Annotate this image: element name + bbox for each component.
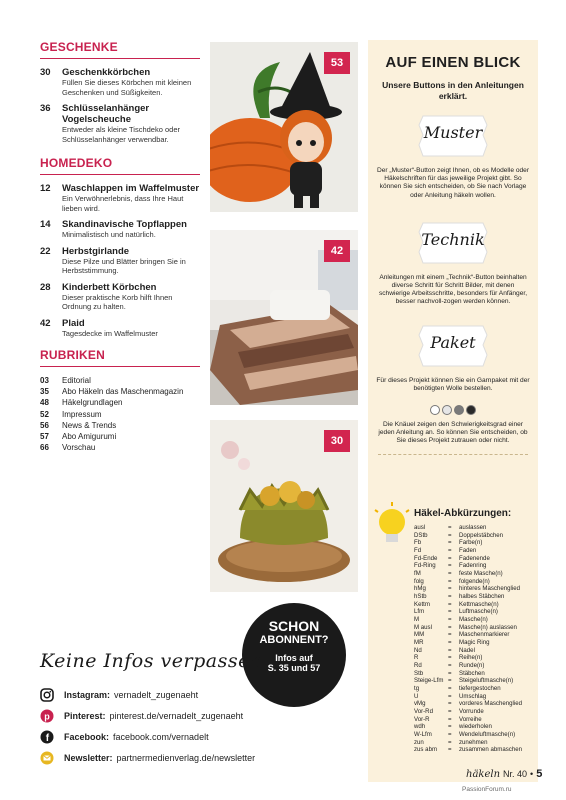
toc-entry-title: Waschlappen im Waffelmuster bbox=[62, 183, 200, 194]
equals-sign: = bbox=[448, 715, 452, 723]
abbreviation-row bbox=[414, 578, 534, 586]
technik-text: Anleitungen mit einem „Technik“-Button beinhalten diverse Schritt für Schritt Bilder, mit denen schwierige Arbeitsschritte, besonders für Anfänger, besser nachvoll-zogen werden können. bbox=[378, 273, 528, 306]
page-footer bbox=[466, 768, 542, 780]
toc-page-number: 42 bbox=[40, 317, 51, 329]
abbreviation-key: folg bbox=[414, 577, 424, 585]
facebook-icon[interactable] bbox=[40, 730, 54, 744]
social-label: Facebook: bbox=[64, 731, 110, 742]
equals-sign: = bbox=[448, 593, 452, 601]
section-title-rubriken: RUBRIKEN bbox=[40, 348, 105, 362]
rubrik-entry[interactable] bbox=[40, 386, 200, 397]
abbreviation-row bbox=[414, 616, 534, 624]
equals-sign: = bbox=[448, 616, 452, 624]
panel-subtitle: Unsere Buttons in den Anleitungen erklärt. bbox=[382, 80, 524, 101]
toc-entry-desc: Entweder als kleine Tischdeko oder Schlüsselanhänger verwendbar. bbox=[62, 125, 180, 144]
abbreviation-value: Fadenende bbox=[459, 554, 490, 562]
abbreviation-row bbox=[414, 539, 534, 547]
abbreviation-row bbox=[414, 624, 534, 632]
yarn-ball-icon bbox=[454, 405, 464, 415]
equals-sign: = bbox=[448, 524, 452, 531]
abbreviation-value: Faden bbox=[459, 547, 477, 555]
abbreviation-value: Runde(n) bbox=[459, 662, 485, 670]
abbreviation-row bbox=[414, 547, 534, 555]
rubrik-label: Abo Amigurumi bbox=[62, 432, 117, 442]
rubrik-page-number: 48 bbox=[40, 398, 49, 408]
abbreviation-key: fM bbox=[414, 570, 421, 578]
toc-entry[interactable] bbox=[40, 67, 200, 97]
toc-entry-title: Kinderbett Körbchen bbox=[62, 281, 157, 293]
abbreviation-value: halbes Stäbchen bbox=[459, 593, 505, 601]
rubrik-page-number: 52 bbox=[40, 409, 49, 419]
paket-text: Für dieses Projekt können Sie ein Garnpaket mit der benötigten Wolle bestellen. bbox=[376, 376, 530, 392]
abbreviation-value: feste Masche(n) bbox=[459, 570, 503, 578]
abbreviation-row bbox=[414, 562, 534, 570]
toc-entry-desc: Minimalistisch und natürlich. bbox=[62, 230, 156, 239]
abbreviation-row bbox=[414, 593, 534, 601]
abbreviation-value: wiederholen bbox=[459, 723, 492, 731]
social-link[interactable]: pinterest.de/vernadelt_zugenaeht bbox=[109, 710, 244, 721]
toc-entry[interactable] bbox=[40, 183, 200, 213]
abbreviation-row bbox=[414, 647, 534, 655]
toc-entry-title: Geschenkkörbchen bbox=[62, 67, 151, 78]
abbreviation-row bbox=[414, 739, 534, 747]
abbreviation-row bbox=[414, 585, 534, 593]
equals-sign: = bbox=[448, 623, 452, 631]
technik-badge bbox=[413, 218, 493, 268]
abbreviation-row bbox=[414, 708, 534, 716]
abbreviation-row bbox=[414, 670, 534, 678]
muster-text: Der „Muster“-Button zeigt Ihnen, ob es Modelle oder Häkelschriften für das jeweilige Projekt gibt. So können Sie sich entscheiden, ob Sie nach Vorlage oder Anleitung häkeln wollen. bbox=[376, 167, 530, 199]
toc-entry-desc: Tagesdecke im Waffelmuster bbox=[62, 328, 158, 338]
rubrik-entry[interactable] bbox=[40, 420, 200, 431]
rubrik-label: Vorschau bbox=[62, 443, 96, 453]
abbreviation-key: wdh bbox=[414, 723, 426, 731]
abbreviation-key: vMg bbox=[414, 700, 426, 708]
equals-sign: = bbox=[448, 547, 452, 555]
photo-gift-basket[interactable] bbox=[210, 420, 358, 592]
toc-entry-text bbox=[62, 67, 200, 97]
abbreviation-key: zun bbox=[414, 738, 424, 746]
toc-page-number: 14 bbox=[40, 219, 51, 230]
abbreviation-row bbox=[414, 723, 534, 731]
photo-plaid[interactable] bbox=[210, 230, 358, 405]
toc-entry-desc: Füllen Sie dieses Körbchen mit kleinen Geschenken und Süßigkeiten. bbox=[62, 78, 192, 97]
rubrik-entry[interactable] bbox=[40, 409, 200, 420]
equals-sign: = bbox=[448, 554, 452, 562]
rubrik-entry[interactable] bbox=[40, 442, 200, 453]
toc-entry[interactable] bbox=[40, 246, 200, 276]
toc-page-number: 12 bbox=[40, 183, 51, 194]
newsletter-icon[interactable] bbox=[40, 751, 54, 765]
abbreviation-value: auslassen bbox=[459, 524, 487, 531]
equals-sign: = bbox=[448, 692, 452, 700]
pinterest-icon[interactable] bbox=[40, 709, 54, 723]
abbreviation-row bbox=[414, 654, 534, 662]
abbreviation-key: Fb bbox=[414, 539, 422, 547]
toc-entry-desc: Ein Verwöhnerlebnis, dass Ihre Haut lieben wird. bbox=[62, 194, 184, 213]
abbreviation-value: zunehmen bbox=[459, 738, 488, 746]
toc-entry-text bbox=[62, 318, 200, 339]
equals-sign: = bbox=[448, 562, 452, 570]
toc-entry[interactable] bbox=[40, 318, 200, 339]
abo-line-3: Infos auf bbox=[275, 653, 313, 663]
abbreviation-row bbox=[414, 693, 534, 701]
abbreviation-key: Steige-Lfm bbox=[414, 677, 444, 685]
abbreviation-row bbox=[414, 677, 534, 685]
abbreviation-key: U bbox=[414, 692, 419, 700]
abbreviation-value: Maschenmarkierer bbox=[459, 631, 510, 639]
rubrik-label: News & Trends bbox=[62, 420, 117, 430]
equals-sign: = bbox=[448, 631, 452, 639]
abbreviation-key: Rd bbox=[414, 662, 422, 670]
toc-entry[interactable] bbox=[40, 282, 200, 312]
equals-sign: = bbox=[448, 669, 452, 677]
abbreviation-row bbox=[414, 631, 534, 639]
paket-badge bbox=[413, 321, 493, 371]
abbreviation-row bbox=[414, 746, 534, 754]
rubrik-page-number: 57 bbox=[40, 432, 49, 442]
abbreviation-value: Fadenring bbox=[459, 562, 487, 570]
issue-number: Nr. 40 bbox=[503, 769, 528, 779]
abbreviation-key: zus abm bbox=[414, 746, 438, 754]
abo-line-4: S. 35 und 57 bbox=[267, 663, 321, 673]
social-label: Instagram: bbox=[64, 689, 111, 700]
rubrik-page-number: 03 bbox=[40, 376, 49, 385]
rubrik-page-number: 35 bbox=[40, 387, 49, 397]
equals-sign: = bbox=[448, 731, 452, 739]
abbreviation-value: Farbe(n) bbox=[459, 539, 483, 547]
abbreviation-key: M bbox=[414, 616, 420, 624]
abbreviation-row bbox=[414, 532, 534, 540]
page-badge: 53 bbox=[324, 52, 350, 74]
section-title-geschenke: GESCHENKE bbox=[40, 40, 118, 54]
abbreviation-row bbox=[414, 524, 534, 532]
abbreviation-key: ausl bbox=[414, 524, 426, 531]
equals-sign: = bbox=[448, 738, 452, 746]
social-row[interactable] bbox=[40, 747, 340, 768]
abbreviation-row bbox=[414, 608, 534, 616]
abbreviation-key: Vor-Rd bbox=[414, 708, 433, 716]
abbreviation-key: MR bbox=[414, 639, 424, 647]
homedeko-list bbox=[40, 183, 200, 338]
section-divider bbox=[40, 366, 200, 367]
abbreviation-key: Vor-R bbox=[414, 715, 430, 723]
equals-sign: = bbox=[448, 585, 452, 593]
abbreviation-value: Vorreihe bbox=[459, 715, 482, 723]
toc-entry-title: Herbstgirlande bbox=[62, 245, 130, 257]
toc-entry-desc: Dieser praktische Korb hilft Ihnen Ordnung zu halten. bbox=[62, 292, 173, 311]
rubrik-page-number: 66 bbox=[40, 443, 49, 453]
social-row[interactable] bbox=[40, 705, 340, 726]
abbreviation-value: Masche(n) auslassen bbox=[459, 623, 517, 631]
equals-sign: = bbox=[448, 700, 452, 708]
difficulty-yarn-balls bbox=[368, 405, 538, 415]
abbreviation-value: Stäbchen bbox=[459, 669, 485, 677]
abbreviation-value: zusammen abmaschen bbox=[459, 746, 522, 754]
abbreviation-row bbox=[414, 570, 534, 578]
toc-entry-text bbox=[62, 246, 200, 276]
page-badge: 42 bbox=[324, 240, 350, 262]
footer-dot: • bbox=[530, 769, 534, 779]
abbreviation-value: Luftmasche(n) bbox=[459, 608, 498, 616]
magazine-brand: häkeln bbox=[466, 768, 501, 780]
rubrik-label: Abo Häkeln das Maschenmagazin bbox=[62, 387, 184, 397]
equals-sign: = bbox=[448, 531, 452, 539]
abo-line-1: SCHON bbox=[268, 618, 320, 634]
abbreviation-key: Fd bbox=[414, 547, 422, 555]
abbreviation-key: MM bbox=[414, 631, 425, 639]
equals-sign: = bbox=[448, 570, 452, 578]
paket-label: Paket bbox=[430, 332, 476, 352]
rubrik-label: Häkelgrundlagen bbox=[62, 398, 123, 408]
abbreviation-key: Fd-Ring bbox=[414, 562, 436, 570]
panel-divider bbox=[378, 454, 528, 455]
section-title-homedeko: HOMEDEKO bbox=[40, 156, 113, 170]
muster-label: Muster bbox=[423, 123, 483, 142]
table-of-contents bbox=[40, 40, 200, 453]
equals-sign: = bbox=[448, 577, 452, 585]
equals-sign: = bbox=[448, 708, 452, 716]
abbreviation-value: Umschlag bbox=[459, 692, 487, 700]
rubriken-list bbox=[40, 375, 200, 453]
technik-label: Technik bbox=[421, 229, 485, 249]
toc-page-number: 22 bbox=[40, 245, 51, 257]
social-link[interactable]: vernadelt_zugenaeht bbox=[114, 689, 199, 700]
abbreviation-key: R bbox=[414, 654, 419, 662]
abbreviation-value: hinteres Maschenglied bbox=[459, 585, 520, 593]
toc-entry-text bbox=[62, 183, 200, 213]
toc-entry-title: Schlüsselanhänger Vogelscheuche bbox=[62, 103, 150, 125]
equals-sign: = bbox=[448, 654, 452, 662]
social-link[interactable]: facebook.com/vernadelt bbox=[113, 731, 209, 742]
abbreviation-key: Fd-Ende bbox=[414, 554, 438, 562]
svg-text:p: p bbox=[44, 710, 50, 721]
equals-sign: = bbox=[448, 646, 452, 654]
toc-entry[interactable] bbox=[40, 103, 200, 144]
social-label: Newsletter: bbox=[64, 752, 113, 763]
abbreviation-key: Nd bbox=[414, 646, 422, 654]
abbreviation-key: DStb bbox=[414, 531, 428, 539]
abbreviation-value: Vorrunde bbox=[459, 708, 484, 716]
equals-sign: = bbox=[448, 685, 452, 693]
social-row[interactable] bbox=[40, 726, 340, 747]
social-label: Pinterest: bbox=[64, 710, 106, 721]
toc-page-number: 28 bbox=[40, 281, 51, 293]
social-list bbox=[40, 684, 340, 768]
lightbulb-icon bbox=[372, 502, 412, 552]
abbreviation-value: tiefergestochen bbox=[459, 685, 501, 693]
toc-page-number: 36 bbox=[40, 103, 51, 114]
abbreviation-row bbox=[414, 716, 534, 724]
social-heading: Keine Infos verpassen bbox=[40, 650, 263, 672]
rubrik-entry[interactable] bbox=[40, 397, 200, 408]
abbreviation-value: Kettmasche(n) bbox=[459, 600, 499, 608]
page-badge: 30 bbox=[324, 430, 350, 452]
abbreviation-value: Wendeluftmasche(n) bbox=[459, 731, 516, 739]
abbreviation-key: Kettm bbox=[414, 600, 430, 608]
abbreviation-value: Steigeluftmasche(n) bbox=[459, 677, 514, 685]
geschenke-list bbox=[40, 67, 200, 144]
equals-sign: = bbox=[448, 723, 452, 731]
abbreviation-row bbox=[414, 662, 534, 670]
section-divider bbox=[40, 174, 200, 175]
watermark: PassionForum.ru bbox=[462, 786, 512, 793]
rubrik-page-number: 56 bbox=[40, 420, 49, 430]
toc-entry-text bbox=[62, 219, 200, 240]
toc-entry-title: Skandinavische Topflappen bbox=[62, 219, 187, 230]
abbreviation-value: Masche(n) bbox=[459, 616, 488, 624]
abbreviations-title: Häkel-Abkürzungen: bbox=[414, 508, 512, 519]
abbreviation-key: hStb bbox=[414, 593, 427, 601]
equals-sign: = bbox=[448, 662, 452, 670]
equals-sign: = bbox=[448, 746, 452, 754]
abbreviation-value: Doppelstäbchen bbox=[459, 531, 504, 539]
equals-sign: = bbox=[448, 677, 452, 685]
toc-entry-text bbox=[62, 282, 200, 312]
abbreviation-key: hMg bbox=[414, 585, 426, 593]
abbreviation-row bbox=[414, 639, 534, 647]
abbreviation-value: vorderes Maschenglied bbox=[459, 700, 523, 708]
abbreviation-key: M ausl bbox=[414, 623, 432, 631]
toc-entry-text bbox=[62, 103, 200, 144]
section-divider bbox=[40, 58, 200, 59]
equals-sign: = bbox=[448, 600, 452, 608]
abbreviations-table bbox=[414, 524, 534, 754]
toc-entry-desc: Diese Pilze und Blätter bringen Sie in Herbststimmung. bbox=[62, 256, 186, 275]
rubrik-label: Impressum bbox=[62, 409, 102, 419]
yarn-ball-icon bbox=[442, 405, 452, 415]
social-row[interactable] bbox=[40, 684, 340, 705]
abbreviation-key: Stb bbox=[414, 669, 424, 677]
photo-scarecrow-keychain[interactable] bbox=[210, 42, 358, 212]
yarn-ball-icon bbox=[430, 405, 440, 415]
muster-badge bbox=[413, 111, 493, 161]
panel-title: AUF EINEN BLICK bbox=[385, 54, 521, 71]
abbreviation-row bbox=[414, 685, 534, 693]
rubrik-entry[interactable] bbox=[40, 375, 200, 386]
abbreviation-row bbox=[414, 731, 534, 739]
abbreviation-row bbox=[414, 601, 534, 609]
instagram-icon[interactable] bbox=[40, 688, 54, 702]
toc-entry[interactable] bbox=[40, 219, 200, 240]
svg-text:f: f bbox=[45, 732, 50, 744]
rubrik-label: Editorial bbox=[62, 376, 91, 385]
page-number: 5 bbox=[536, 768, 543, 780]
abbreviation-key: W-Lfm bbox=[414, 731, 432, 739]
toc-entry-title: Plaid bbox=[62, 317, 85, 329]
equals-sign: = bbox=[448, 539, 452, 547]
abbreviation-value: Magic Ring bbox=[459, 639, 490, 647]
abbreviation-key: Lfm bbox=[414, 608, 425, 616]
equals-sign: = bbox=[448, 639, 452, 647]
equals-sign: = bbox=[448, 608, 452, 616]
rubrik-entry[interactable] bbox=[40, 431, 200, 442]
abo-line-2: ABONNENT? bbox=[259, 634, 329, 646]
abbreviation-row bbox=[414, 555, 534, 563]
abbreviation-value: Nadel bbox=[459, 646, 475, 654]
abbreviation-row bbox=[414, 700, 534, 708]
abbreviation-key: tg bbox=[414, 685, 420, 693]
yarn-ball-icon bbox=[466, 405, 476, 415]
abbreviation-value: folgende(n) bbox=[459, 577, 490, 585]
abbreviation-value: Reihe(n) bbox=[459, 654, 483, 662]
difficulty-text: Die Knäuel zeigen den Schwierigkeitsgrad einer jeden Anleitung an. So können Sie entscheiden, ob Sie dieses Projekt zutrauen oder nicht. bbox=[378, 421, 528, 445]
social-link[interactable]: partnermedienverlag.de/newsletter bbox=[116, 752, 256, 763]
toc-page-number: 30 bbox=[40, 67, 51, 78]
